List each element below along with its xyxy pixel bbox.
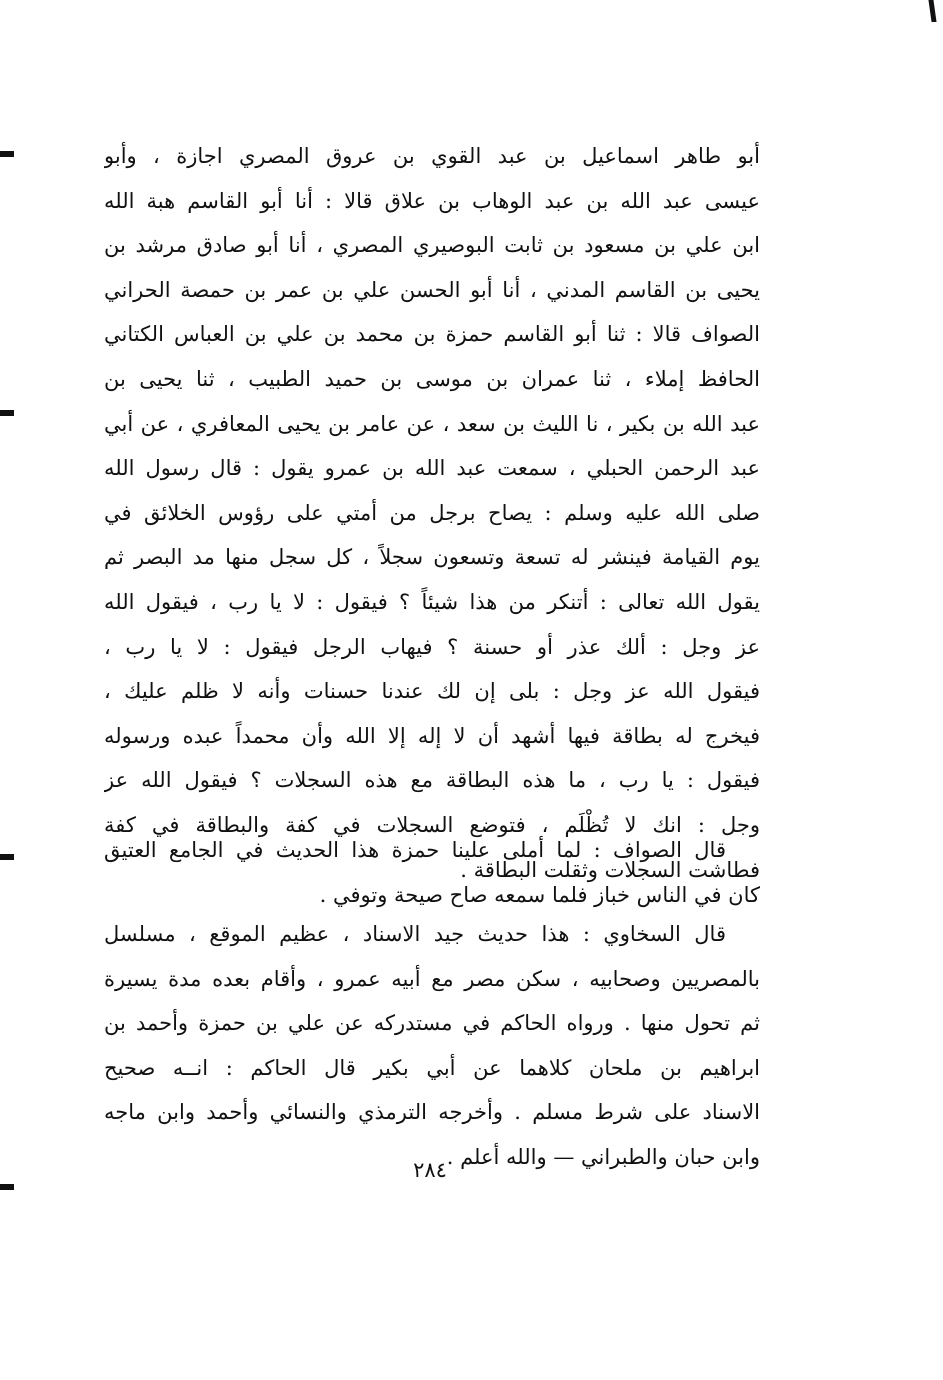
hadith-paragraph <box>104 134 760 892</box>
text-line: صلى الله عليه وسلم : يصاح برجل من أمتي على رؤوس الخلائق في <box>104 500 760 525</box>
text-line: فيقول : يا رب ، ما هذه البطاقة مع هذه السجلات ؟ فيقول الله عز <box>104 768 760 793</box>
text-line: عبد الرحمن الحبلي ، سمعت عبد الله بن عمرو يقول : قال رسول الله <box>104 456 760 481</box>
text-line: ابراهيم بن ملحان كلاهما عن أبي بكير قال الحاكم : انــه صحيح <box>104 1055 760 1080</box>
text-line: وجل : انك لا تُظْلَم ، فتوضع السجلات في كفة والبطاقة في كفة <box>104 812 760 837</box>
text-line: فيقول الله عز وجل : بلى إن لك عندنا حسنات وأنه لا ظلم عليك ، <box>104 679 760 704</box>
text-line: أبو طاهر اسماعيل بن عبد القوي بن عروق المصري اجازة ، وأبو <box>104 144 760 168</box>
text-line: قال السخاوي : هذا حديث جيد الاسناد ، عظيم الموقع ، مسلسل <box>104 922 726 946</box>
text-line: كان في الناس خباز فلما سمعه صاح صيحة وتوفي . <box>319 882 760 907</box>
text-line: الاسناد على شرط مسلم . وأخرجه الترمذي والنسائي وأحمد وابن ماجه <box>104 1100 760 1125</box>
text-line: وابن حبان والطبراني — والله أعلم . <box>446 1144 760 1169</box>
text-line: الصواف قالا : ثنا أبو القاسم حمزة بن محمد بن علي بن العباس الكتاني <box>104 322 760 347</box>
text-line: عز وجل : ألك عذر أو حسنة ؟ فيهاب الرجل فيقول : لا يا رب ، <box>104 634 760 659</box>
text-line: قال الصواف : لما أملى علينا حمزة هذا الحديث في الجامع العتيق <box>104 838 726 862</box>
text-line: يحيى بن القاسم المدني ، أنا أبو الحسن علي بن عمر بن حمصة الحراني <box>104 277 760 302</box>
margin-scan-mark <box>0 151 14 157</box>
margin-scan-mark <box>0 410 14 416</box>
text-line: عبد الله بن بكير ، نا الليث بن سعد ، عن عامر بن يحيى المعافري ، عن أبي <box>104 411 760 436</box>
text-line: يوم القيامة فينشر له تسعة وتسعون سجلاً ، كل سجل منها مد البصر ثم <box>104 545 760 570</box>
text-line: الحافظ إملاء ، ثنا عمران بن موسى بن حميد الطبيب ، ثنا يحيى بن <box>104 366 760 391</box>
sawwaf-paragraph <box>104 828 760 917</box>
text-line: عيسى عبد الله بن عبد الوهاب بن علاق قالا : أنا أبو القاسم هبة الله <box>104 188 760 213</box>
text-line: ثم تحول منها . ورواه الحاكم في مستدركه عن علي بن حمزة وأحمد بن <box>104 1011 760 1036</box>
text-line: يقول الله تعالى : أتنكر من هذا شيئاً ؟ فيقول : لا يا رب ، فيقول الله <box>104 589 760 614</box>
text-line: فطاشت السجلات وثقلت البطاقة . <box>460 857 760 882</box>
margin-scan-mark <box>0 1184 14 1190</box>
margin-scan-mark <box>0 854 14 860</box>
corner-scan-mark <box>928 0 936 22</box>
page-number: ٢٨٤ <box>413 1158 447 1182</box>
text-line: ابن علي بن مسعود بن ثابت البوصيري المصري ، أنا أبو صادق مرشد بن <box>104 233 760 258</box>
text-line: بالمصريين وصحابيه ، سكن مصر مع أبيه عمرو ، وأقام بعده مدة يسيرة <box>104 966 760 991</box>
text-line: فيخرج له بطاقة فيها أشهد أن لا إله إلا الله وأن محمداً عبده ورسوله <box>104 723 760 748</box>
sakhawi-paragraph <box>104 912 760 1180</box>
